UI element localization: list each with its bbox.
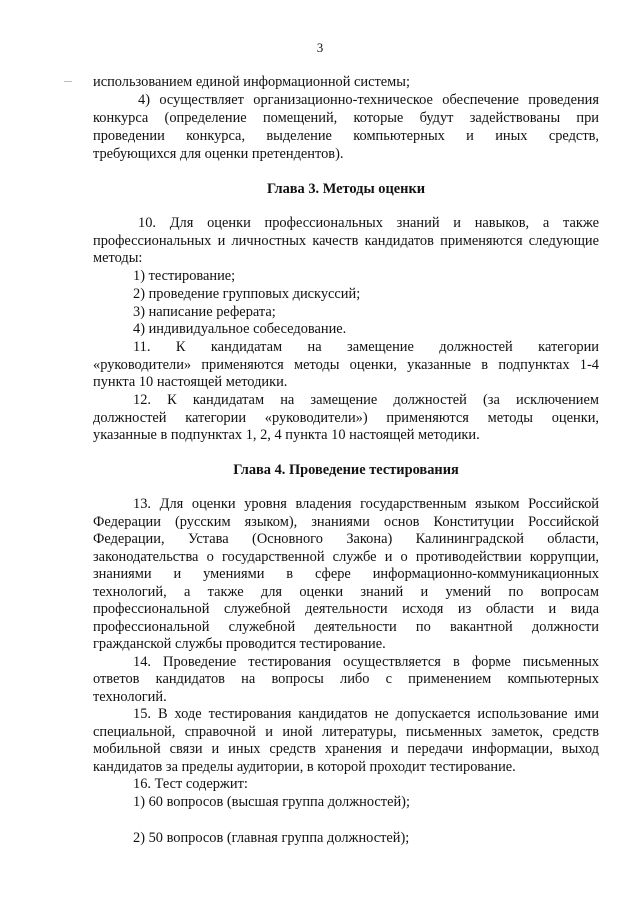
text-line: мобильной связи и иных средств хранения и передачи информации, выход: [93, 741, 599, 757]
chapter-heading: Глава 4. Проведение тестирования: [233, 462, 459, 478]
page-number: 3: [316, 40, 324, 55]
text-line: 4) осуществляет организационно-техническое обеспечение проведения: [138, 92, 599, 108]
text-line: Федерации (русским языком), знаниями основ Конституции Российской: [93, 514, 599, 530]
text-line: 14. Проведение тестирования осуществляется в форме письменных: [133, 654, 599, 670]
text-line: профессиональной служебной деятельности исходя из области и вида: [93, 601, 599, 617]
list-item: 2) проведение групповых дискуссий;: [133, 286, 361, 302]
list-item: 2) 50 вопросов (главная группа должностей);: [133, 830, 410, 846]
text-line: использованием единой информационной системы;: [93, 74, 410, 90]
text-line: пункта 10 настоящей методики.: [93, 374, 288, 390]
text-line: указанные в подпунктах 1, 2, 4 пункта 10 настоящей методики.: [93, 427, 480, 443]
text-line: знаниями и умениями в сфере информационно-коммуникационных: [93, 566, 599, 582]
text-line: проведении конкурса, выделение компьютерных и иных средств,: [93, 128, 599, 144]
text-line: 13. Для оценки уровня владения государственным языком Российской: [133, 496, 599, 512]
margin-mark: [64, 81, 72, 82]
text-line: технологий, а также для оценки знаний и умений по вопросам: [93, 584, 599, 600]
list-item: 3) написание реферата;: [133, 304, 276, 320]
text-line: 12. К кандидатам на замещение должностей (за исключением: [133, 392, 599, 408]
list-item: 16. Тест содержит:: [133, 776, 248, 792]
text-line: Федерации, Устава (Основного Закона) Калининградской области,: [93, 531, 599, 547]
list-item: 1) 60 вопросов (высшая группа должностей);: [133, 794, 410, 810]
text-line: профессиональной служебной деятельности по вакантной должности: [93, 619, 599, 635]
text-line: 15. В ходе тестирования кандидатов не допускается использование ими: [133, 706, 599, 722]
text-line: требующихся для оценки претендентов).: [93, 146, 344, 162]
chapter-heading: Глава 3. Методы оценки: [266, 181, 426, 197]
text-line: «руководители» применяются методы оценки, указанные в подпунктах 1-4: [93, 357, 599, 373]
text-line: конкурса (определение помещений, которые будут задействованы при: [93, 110, 599, 126]
text-line: специальной, справочной и иной литературы, письменных заметок, средств: [93, 724, 599, 740]
list-item: 1) тестирование;: [133, 268, 236, 284]
text-line: профессиональных и личностных качеств кандидатов применяются следующие: [93, 233, 599, 249]
text-line: технологий.: [93, 689, 167, 705]
list-item: 4) индивидуальное собеседование.: [133, 321, 347, 337]
text-line: 10. Для оценки профессиональных знаний и навыков, а также: [138, 215, 599, 231]
text-line: гражданской службы проводится тестирование.: [93, 636, 386, 652]
text-line: методы:: [93, 250, 143, 266]
text-line: 11. К кандидатам на замещение должностей категории: [133, 339, 599, 355]
text-line: законодательства о государственной службе и о противодействии коррупции,: [93, 549, 599, 565]
text-line: ответов кандидатов на вопросы либо с применением компьютерных: [93, 671, 599, 687]
text-line: кандидатов за пределы аудитории, в которой проходит тестирование.: [93, 759, 516, 775]
text-line: должностей категории «руководители») применяются методы оценки,: [93, 410, 599, 426]
